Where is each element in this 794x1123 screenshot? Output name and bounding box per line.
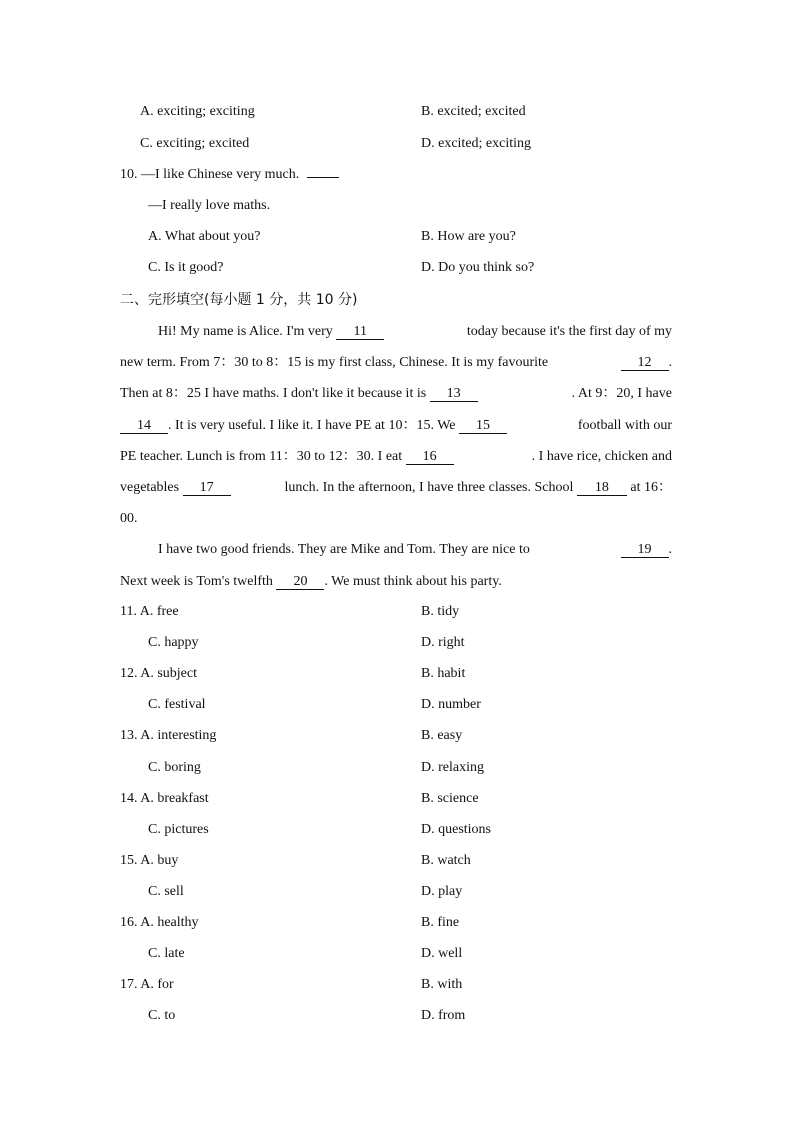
blank-17: 17 — [183, 480, 231, 496]
passage-text-seg: Then at 8：25 I have maths. I don't like it because it is — [120, 386, 430, 402]
q10-stem — [120, 166, 339, 184]
passage-row — [120, 472, 672, 503]
passage-text: . At 9：20, I have — [571, 386, 672, 402]
blank-15: 15 — [459, 418, 507, 434]
q10-option-c: C. Is it good? — [148, 260, 224, 275]
q10-option-b: B. How are you? — [421, 229, 516, 244]
passage-text-seg: Hi! My name is Alice. I'm very — [158, 324, 337, 339]
question-option-b: B. with — [421, 977, 463, 992]
blank-20: 20 — [276, 574, 324, 590]
question-option-d: D. play — [421, 884, 463, 899]
question-option-c: C. late — [148, 946, 185, 961]
passage-text — [120, 566, 502, 597]
passage-paragraph-1 — [120, 316, 672, 597]
passage-text — [621, 534, 673, 565]
question-option-c: C. happy — [148, 635, 199, 650]
blank-11: 11 — [336, 324, 384, 340]
passage-text: football with our — [577, 417, 672, 433]
q10-stem-text: 10. —I like Chinese very much. — [120, 167, 300, 182]
passage-row — [120, 534, 672, 565]
blank-16: 16 — [406, 449, 454, 465]
question-option-a: 17. A. for — [120, 977, 174, 992]
passage-text: today because it's the first day of my — [466, 324, 672, 339]
blank-14: 14 — [120, 418, 168, 434]
q10-response: —I really love maths. — [148, 198, 271, 213]
passage-text — [120, 316, 384, 347]
section-title: 二、完形填空(每小题 1 分，共 10 分) — [120, 292, 358, 308]
passage-text — [285, 472, 672, 503]
passage-text-seg: . — [668, 542, 672, 558]
passage-row — [120, 503, 672, 534]
blank-18: 18 — [577, 480, 627, 496]
q10-blank — [307, 177, 339, 178]
passage-row — [120, 410, 672, 441]
passage-text: 00. — [120, 511, 138, 527]
question-option-a: 11. A. free — [120, 604, 179, 619]
passage-row — [120, 378, 672, 409]
question-option-a: 15. A. buy — [120, 853, 179, 868]
question-option-b: B. tidy — [421, 604, 460, 619]
question-option-a: 13. A. interesting — [120, 728, 217, 743]
question-option-d: D. from — [421, 1008, 466, 1023]
passage-text-seg: . We must think about his party. — [324, 573, 502, 589]
question-option-c: C. festival — [148, 697, 206, 712]
passage-row — [120, 566, 672, 597]
question-option-c: C. boring — [148, 760, 201, 775]
passage-row — [120, 347, 672, 378]
question-option-b: B. fine — [421, 915, 460, 930]
blank-19: 19 — [621, 542, 669, 558]
passage-row — [120, 316, 672, 347]
question-option-b: B. habit — [421, 666, 466, 681]
passage-text-seg: vegetables — [120, 479, 183, 495]
question-option-b: B. watch — [421, 853, 471, 868]
question-option-c: C. pictures — [148, 822, 209, 837]
q9-option-b: B. excited; excited — [421, 104, 526, 119]
passage-text — [120, 410, 507, 441]
passage-text — [120, 378, 478, 409]
passage-text: . I have rice, chicken and — [531, 448, 672, 464]
passage-text-seg: lunch. In the afternoon, I have three classes. School — [284, 479, 577, 495]
passage-text — [120, 472, 231, 503]
q9-option-c: C. exciting; excited — [140, 136, 250, 151]
q10-option-a: A. What about you? — [148, 229, 261, 244]
passage-text-seg: at 16： — [626, 479, 672, 495]
passage-text-seg: . — [668, 355, 672, 371]
question-option-a: 12. A. subject — [120, 666, 197, 681]
question-option-a: 16. A. healthy — [120, 915, 199, 930]
question-option-b: B. easy — [421, 728, 463, 743]
passage-text: I have two good friends. They are Mike and Tom. They are nice to — [158, 542, 530, 558]
passage-text — [621, 347, 673, 378]
passage-text — [120, 441, 454, 472]
question-option-c: C. to — [148, 1008, 176, 1023]
question-option-a: 14. A. breakfast — [120, 791, 209, 806]
passage-row — [120, 441, 672, 472]
question-option-c: C. sell — [148, 884, 184, 899]
passage-text-seg: Next week is Tom's twelfth — [120, 573, 277, 589]
question-option-d: D. number — [421, 697, 481, 712]
question-option-d: D. questions — [421, 822, 491, 837]
question-option-d: D. relaxing — [421, 760, 484, 775]
blank-13: 13 — [430, 386, 478, 402]
q9-option-a: A. exciting; exciting — [140, 104, 255, 119]
blank-12: 12 — [621, 355, 669, 371]
question-option-b: B. science — [421, 791, 479, 806]
passage-text-seg: . It is very useful. I like it. I have PE at 10：15. We — [168, 417, 459, 433]
passage-text-seg: PE teacher. Lunch is from 11：30 to 12：30. I eat — [120, 448, 406, 464]
question-option-d: D. well — [421, 946, 463, 961]
q9-option-d: D. excited; exciting — [421, 136, 532, 151]
question-option-d: D. right — [421, 635, 465, 650]
passage-text: new term. From 7：30 to 8：15 is my first class, Chinese. It is my favourite — [120, 355, 549, 371]
q10-option-d: D. Do you think so? — [421, 260, 535, 275]
